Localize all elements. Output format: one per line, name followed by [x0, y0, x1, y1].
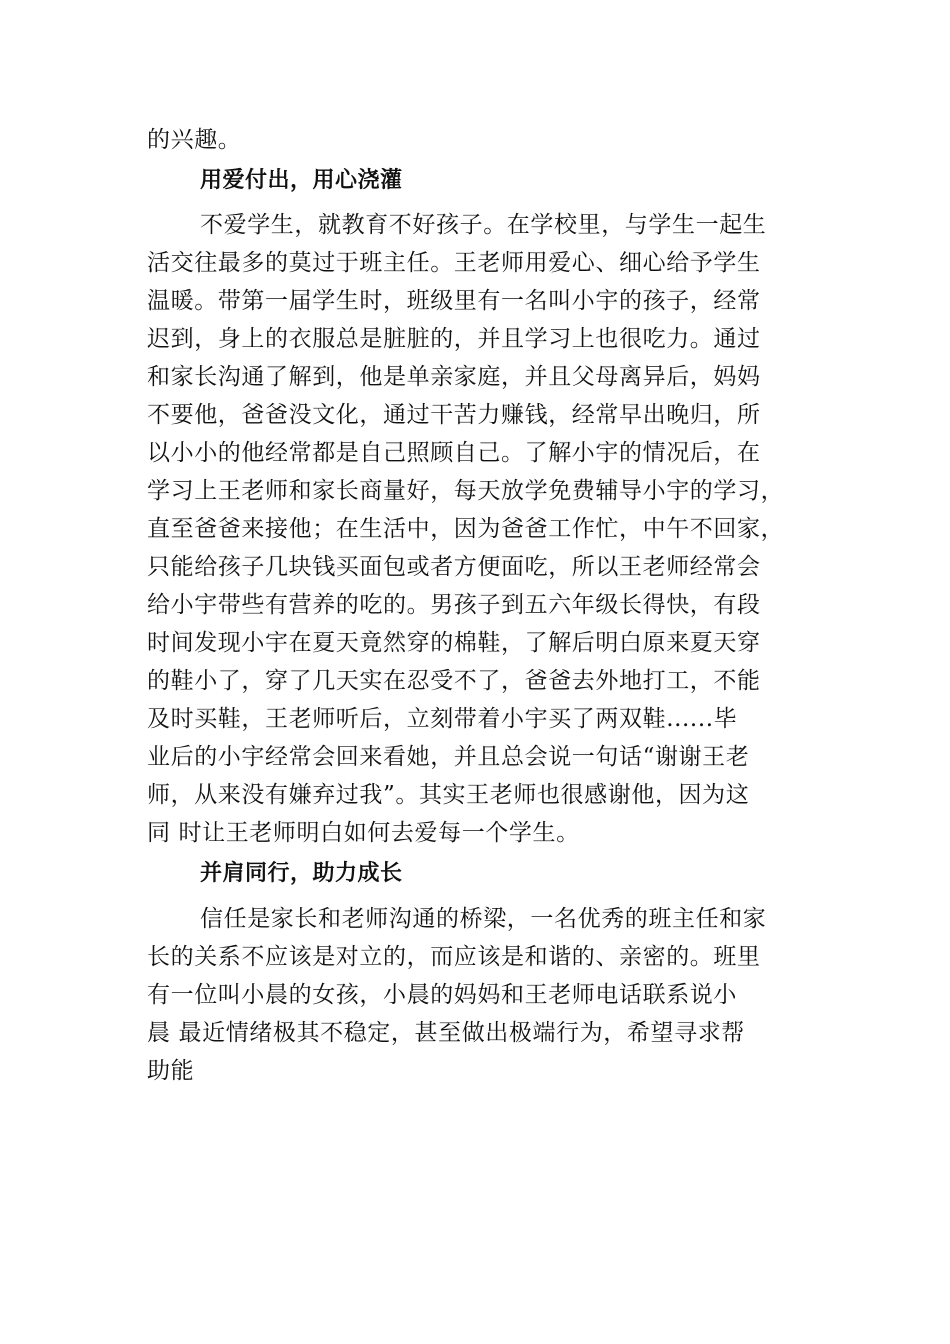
paragraph-line: 信任是家长和老师沟通的桥梁，一名优秀的班主任和家 [200, 906, 767, 932]
section-heading-2: 并肩同行，助力成长 [200, 861, 403, 886]
paragraph-line: 同 时让王老师明白如何去爱每一个学生。 [147, 820, 580, 846]
paragraph-line: 有一位叫小晨的女孩，小晨的妈妈和王老师电话联系说小 [147, 982, 737, 1008]
paragraph-line: 以小小的他经常都是自己照顾自己。了解小宇的情况后，在 [147, 440, 761, 466]
paragraph-line: 晨 最近情绪极其不稳定，甚至做出极端行为，希望寻求帮 [147, 1020, 745, 1046]
paragraph-line: 温暖。带第一届学生时，班级里有一名叫小宇的孩子，经常 [147, 288, 761, 314]
paragraph-line: 及时买鞋，王老师听后，立刻带着小宇买了两双鞋......毕 [147, 706, 738, 732]
paragraph-line: 只能给孩子几块钱买面包或者方便面吃，所以王老师经常会 [147, 554, 761, 580]
paragraph-line: 助能 [147, 1058, 195, 1084]
paragraph-line: 学习上王老师和家长商量好，每天放学免费辅导小宇的学习， [147, 478, 785, 504]
paragraph-line: 长的关系不应该是对立的，而应该是和谐的、亲密的。班里 [147, 944, 761, 970]
paragraph-line: 业后的小宇经常会回来看她，并且总会说一句话“谢谢王老 [147, 744, 750, 770]
paragraph-line: 的鞋小了，穿了几天实在忍受不了，爸爸去外地打工，不能 [147, 668, 761, 694]
paragraph-line: 给小宇带些有营养的吃的。男孩子到五六年级长得快，有段 [147, 592, 761, 618]
section-heading-1: 用爱付出，用心浇灌 [200, 168, 403, 193]
paragraph-line: 时间发现小宇在夏天竟然穿的棉鞋，了解后明白原来夏天穿 [147, 630, 761, 656]
paragraph-line: 师，从来没有嫌弃过我”。其实王老师也很感谢他，因为这 [147, 782, 750, 808]
paragraph-line: 活交往最多的莫过于班主任。王老师用爱心、细心给予学生 [147, 250, 761, 276]
paragraph-line: 不要他，爸爸没文化，通过干苦力赚钱，经常早出晚归，所 [147, 402, 761, 428]
continuation-line: 的兴趣。 [147, 127, 242, 153]
paragraph-line: 和家长沟通了解到，他是单亲家庭，并且父母离异后，妈妈 [147, 364, 761, 390]
paragraph-line: 直至爸爸来接他；在生活中，因为爸爸工作忙，中午不回家， [147, 516, 785, 542]
paragraph-line: 不爱学生，就教育不好孩子。在学校里，与学生一起生 [200, 212, 767, 238]
paragraph-line: 迟到，身上的衣服总是脏脏的，并且学习上也很吃力。通过 [147, 326, 761, 352]
